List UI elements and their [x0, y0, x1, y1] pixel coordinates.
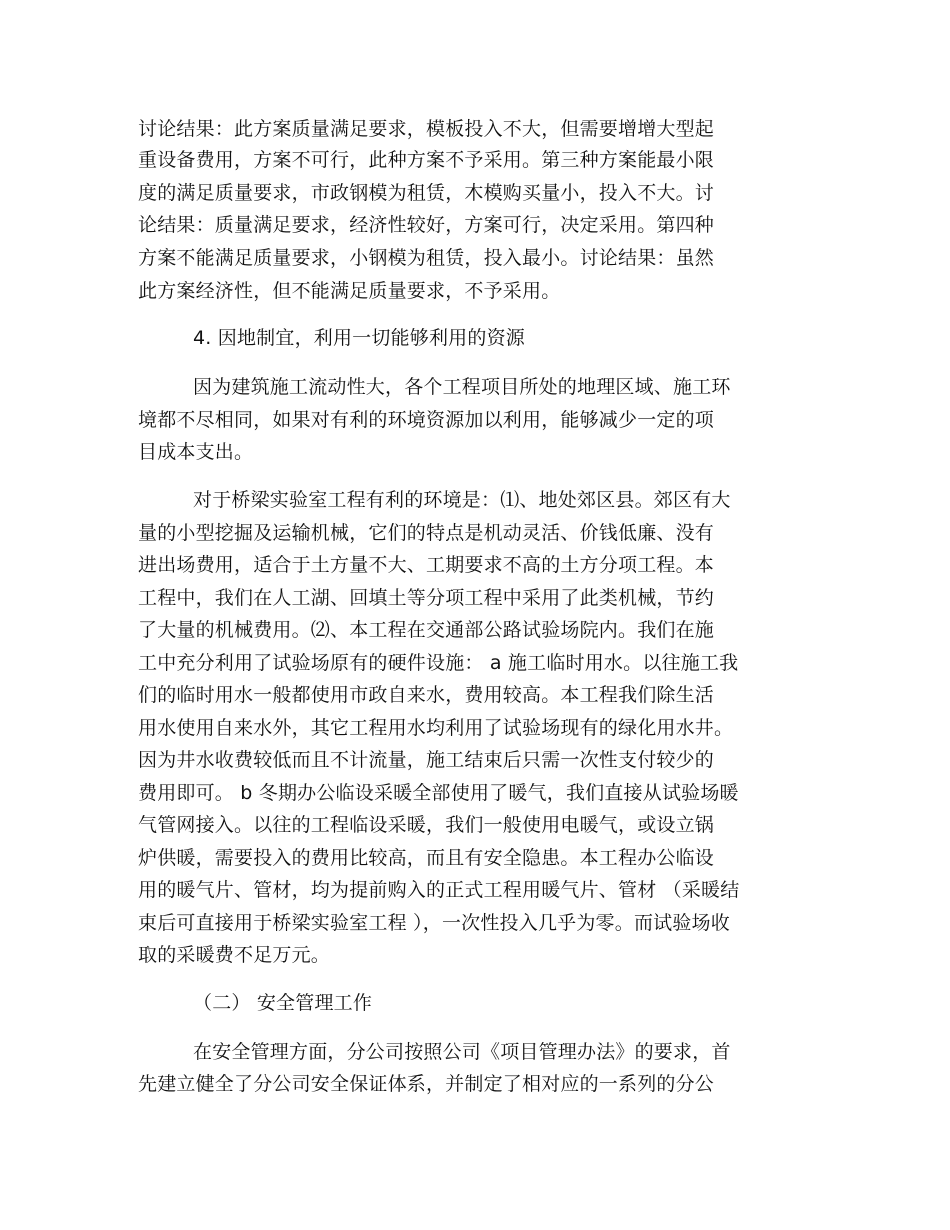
text-line: 度的满足质量要求，市政钢模为租赁，木模购买量小，投入不大。讨: [138, 182, 715, 204]
paragraph-first-line: 因为建筑施工流动性大，各个工程项目所处的地理区域、施工环: [193, 376, 731, 398]
text-line: 了大量的机械费用。⑵、本工程在交通部公路试验场院内。我们在施: [138, 619, 715, 641]
text-line: 目成本支出。: [138, 441, 254, 463]
text-line: 工中充分利用了试验场原有的硬件设施： a 施工临时用水。以往施工我: [138, 652, 739, 674]
text-line: 用水使用自来水外，其它工程用水均利用了试验场现有的绿化用水井。: [138, 717, 734, 739]
text-line: 重设备费用，方案不可行，此种方案不予采用。第三种方案能最小限: [138, 149, 715, 171]
text-line: 先建立健全了分公司安全保证体系，并制定了相对应的一系列的分公: [138, 1073, 715, 1095]
text-line: 束后可直接用于桥梁实验室工程 ），一次性投入几乎为零。而试验场收: [138, 912, 730, 934]
text-line: 方案不能满足质量要求，小钢模为租赁，投入最小。讨论结果：虽然: [138, 247, 715, 269]
text-line: 讨论结果：此方案质量满足要求，模板投入不大，但需要增增大型起: [138, 118, 715, 140]
section-heading: 4. 因地制宜，利用一切能够利用的资源: [193, 327, 525, 349]
text-line: 此方案经济性，但不能满足质量要求，不予采用。: [138, 280, 561, 302]
text-line: 们的临时用水一般都使用市政自来水，费用较高。本工程我们除生活: [138, 684, 715, 706]
text-line: 工程中，我们在人工湖、回填土等分项工程中采用了此类机械，节约: [138, 587, 715, 609]
paragraph-first-line: 在安全管理方面，分公司按照公司《项目管理办法》的要求，首: [193, 1041, 731, 1063]
text-line: 论结果：质量满足要求，经济性较好，方案可行，决定采用。第四种: [138, 214, 715, 236]
text-line: 进出场费用，适合于土方量不大、工期要求不高的土方分项工程。本: [138, 554, 715, 576]
text-line: 取的采暖费不足万元。: [138, 944, 331, 966]
text-line: 气管网接入。以往的工程临设采暖，我们一般使用电暖气，或设立锅: [138, 814, 715, 836]
section-heading: （二） 安全管理工作: [193, 992, 373, 1014]
text-line: 用的暖气片、管材，均为提前购入的正式工程用暖气片、管材 （采暖结: [138, 879, 740, 901]
paragraph-first-line: 对于桥梁实验室工程有利的环境是：⑴、地处郊区县。郊区有大: [193, 489, 731, 511]
text-line: 费用即可。 b 冬期办公临设采暖全部使用了暖气，我们直接从试验场暖: [138, 782, 739, 804]
text-line: 炉供暖，需要投入的费用比较高，而且有安全隐患。本工程办公临设: [138, 847, 715, 869]
text-line: 量的小型挖掘及运输机械，它们的特点是机动灵活、价钱低廉、没有: [138, 522, 715, 544]
text-line: 因为井水收费较低而且不计流量，施工结束后只需一次性支付较少的: [138, 749, 715, 771]
text-line: 境都不尽相同，如果对有利的环境资源加以利用，能够减少一定的项: [138, 409, 715, 431]
